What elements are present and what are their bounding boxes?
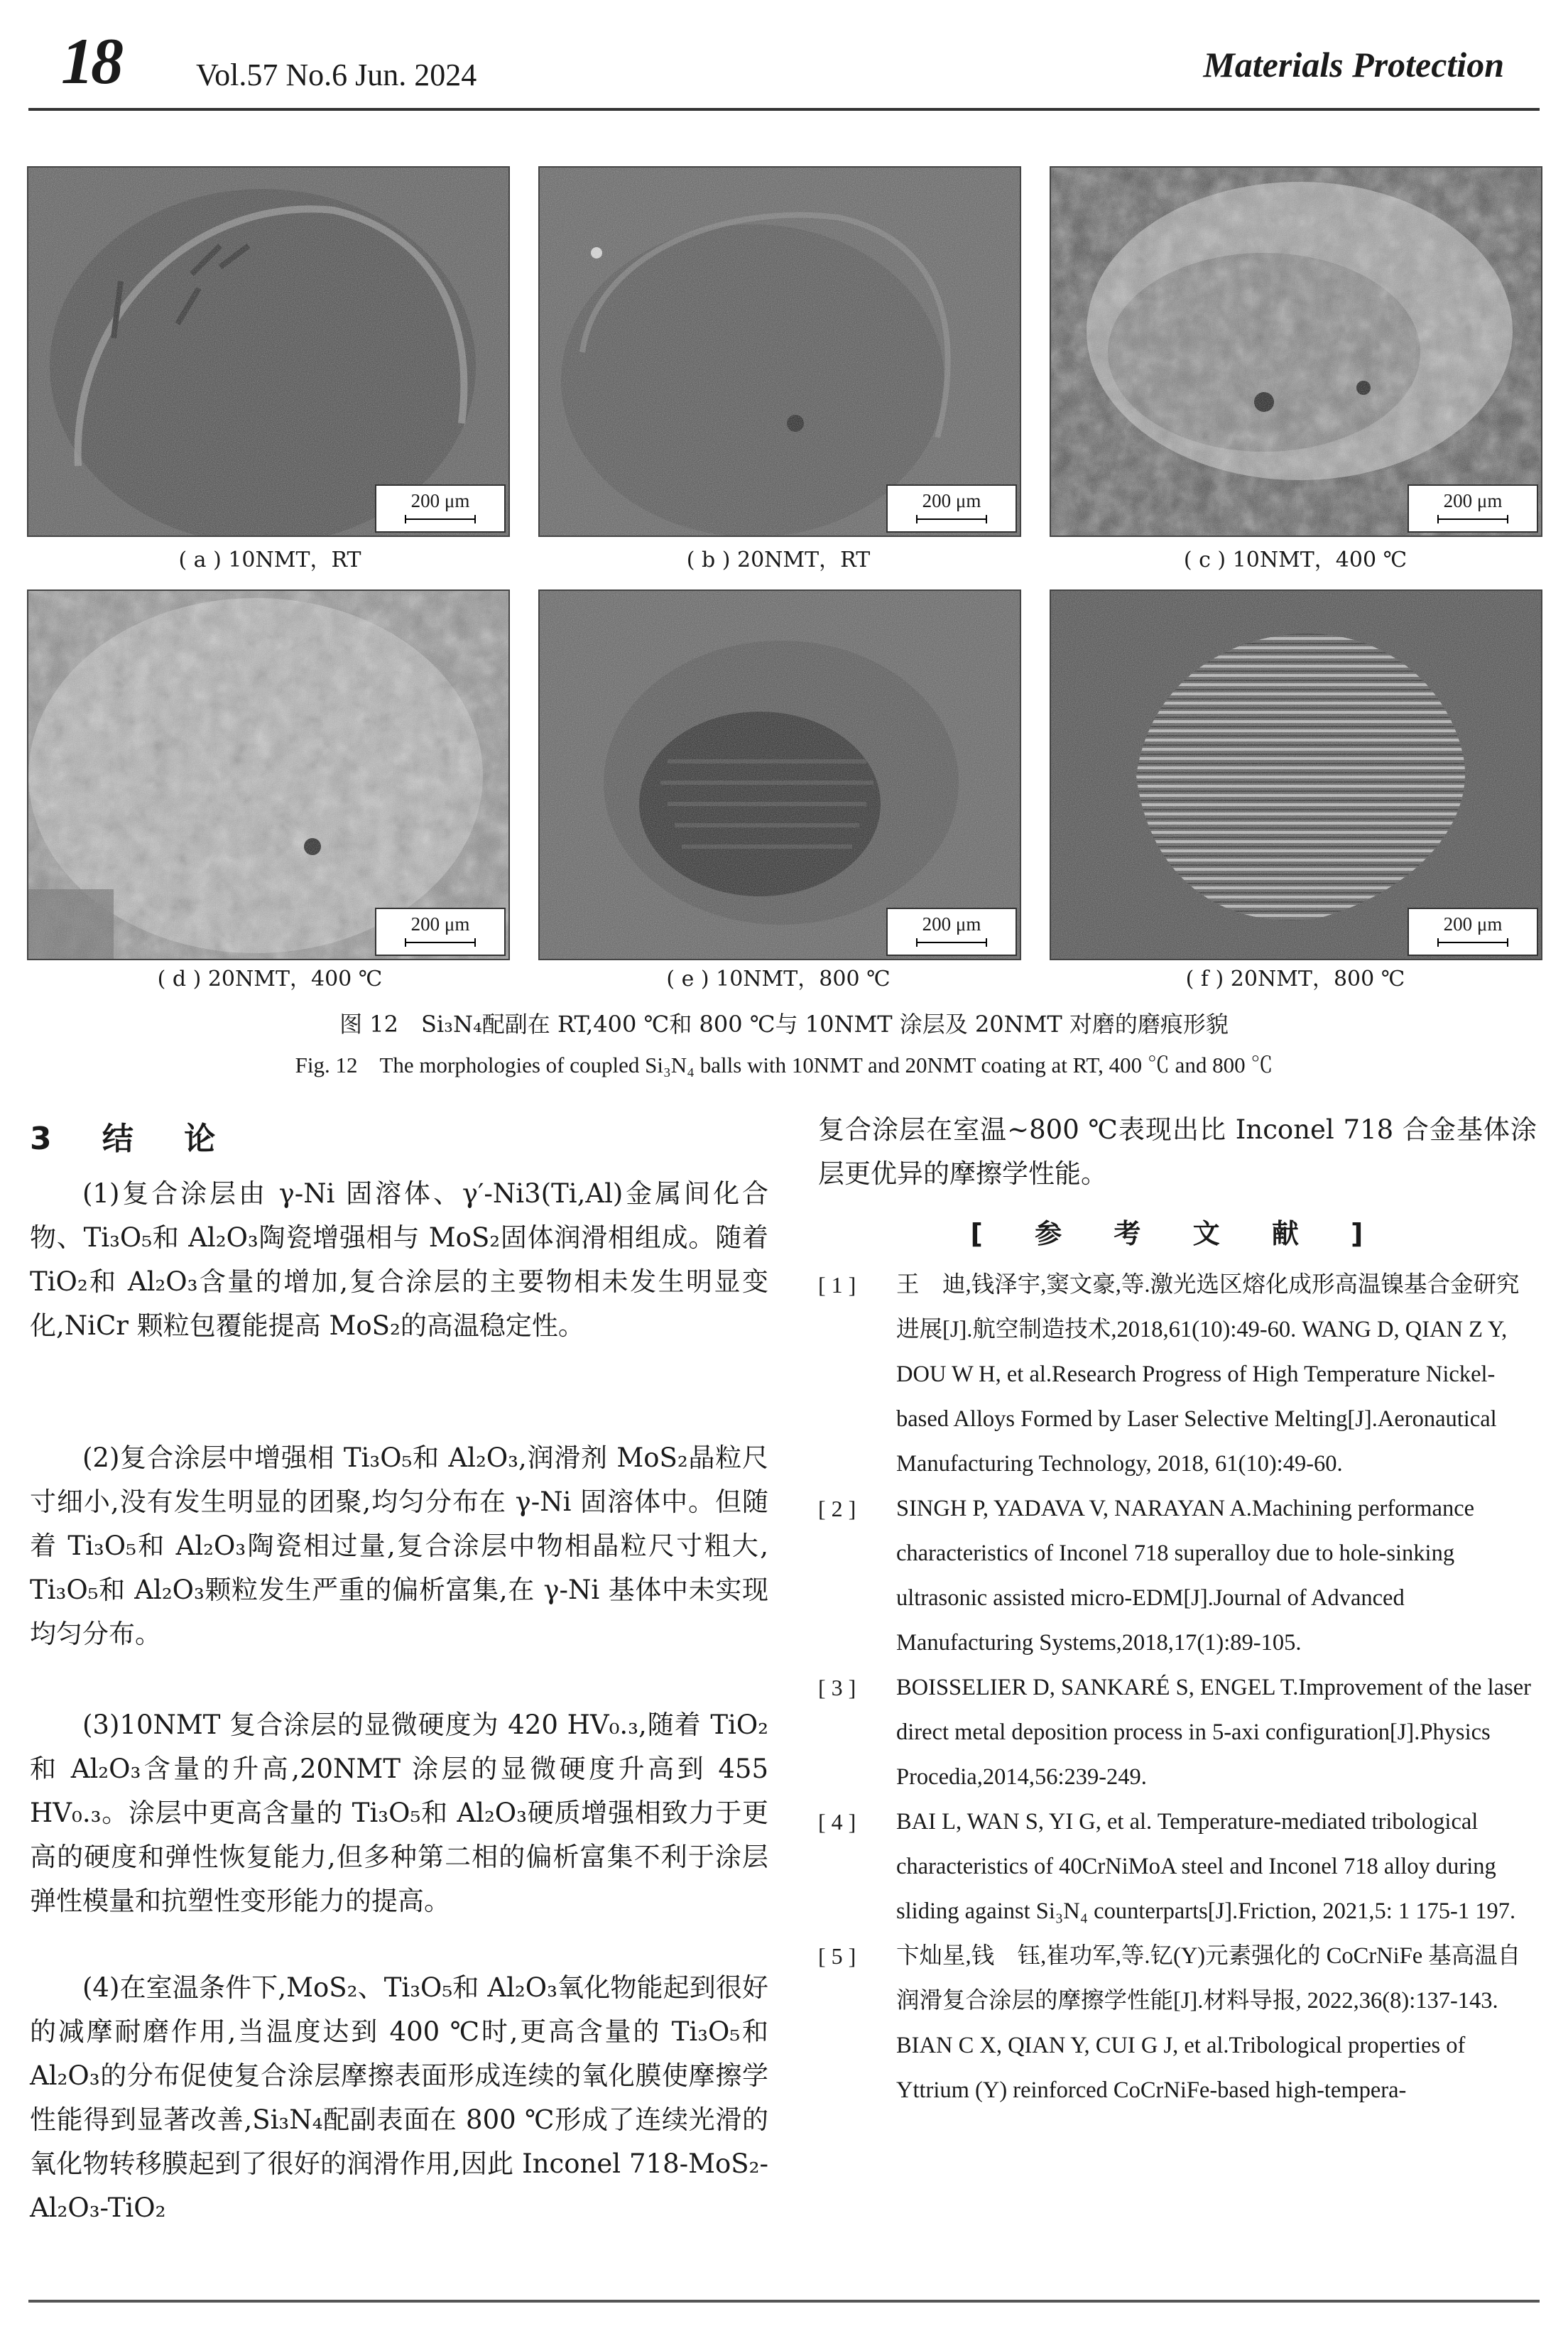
page-number: 18 <box>61 25 121 97</box>
conclusion-continuation: 复合涂层在室温~800 ℃表现出比 Inconel 718 合金基体涂层更优异的摩擦学性能。 <box>818 1114 1537 1189</box>
reference-item: [ 2 ] SINGH P, YADAVA V, NARAYAN A.Machining performance characteristics of Inconel 718 superalloy due to hole-sinking ultrasonic assisted micro-EDM[J].Journal of Advanced Manufacturing Systems,2018,17(1):89-105. <box>818 1496 1475 1656</box>
scale-bar-e: 200 μm <box>886 908 1017 956</box>
reference-item: [ 3 ] BOISSELIER D, SANKARÉ S, ENGEL T.Improvement of the laser direct metal deposition process in 5-axi configuration[J].Physics Procedia,2014,56:239-249. <box>818 1675 1531 1790</box>
header-rule <box>28 108 1540 111</box>
reference-item: [ 4 ] BAI L, WAN S, YI G, et al. Temperature-mediated tribological characteristics of 40CrNiMoA steel and Inconel 718 alloy during sliding against Si₃N₄ counterparts[J].Friction, 2021,5: 1 175-1 197. <box>818 1809 1516 1924</box>
conclusion-paragraph-2: (2)复合涂层中增强相 Ti₃O₅和 Al₂O₃,润滑剂 MoS₂晶粒尺寸细小,没有发生明显的团聚,均匀分布在 γ-Ni 固溶体中。但随着 Ti₃O₅和 Al₂O₃陶瓷相过量,复合涂层中物相晶粒尺寸粗大, Ti₃O₅和 Al₂O₃颗粒发生严重的偏析富集,在 γ-Ni 基体中未实现均匀分布。 <box>30 1442 768 1649</box>
sem-image-f <box>1051 591 1541 959</box>
figure-panel-d <box>27 589 510 960</box>
sem-image-d <box>28 591 508 959</box>
reference-item: [ 1 ] 王 迪,钱泽宇,窦文豪,等.激光选区熔化成形高温镍基合金研究进展[J].航空制造技术,2018,61(10):49-60. WANG D, QIAN Z Y, DOU W H, et al.Research Progress of High Temperature Nickel-based Alloys Formed by Laser Selective Melting[J].Aeronautical Manufacturing Technology, 2018, 61(10):49-60. <box>818 1272 1520 1477</box>
journal-name: Materials Protection <box>1203 45 1504 85</box>
figure-panel-a <box>27 166 510 537</box>
figure-panel-e <box>538 589 1021 960</box>
conclusion-paragraph-4: (4)在室温条件下,MoS₂、Ti₃O₅和 Al₂O₃氧化物能起到很好的减摩耐磨作用,当温度达到 400 ℃时,更高含量的 Ti₃O₅和 Al₂O₃的分布促使复合涂层摩擦表面形成连续的氧化膜使摩擦学性能得到显著改善,Si₃N₄配副表面在 800 ℃形成了连续光滑的氧化物转移膜起到了很好的润滑作用,因此 Inconel 718-MoS₂-Al₂O₃-TiO₂ <box>30 1972 768 2223</box>
figure-caption-en: Fig. 12 The morphologies of coupled Si₃N₄ balls with 10NMT and 20NMT coating at RT, 400 ℃ and 800 ℃ <box>295 1053 1273 1077</box>
conclusion-paragraph-3: (3)10NMT 复合涂层的显微硬度为 420 HV₀.₃,随着 TiO₂和 Al₂O₃含量的升高,20NMT 涂层的显微硬度升高到 455 HV₀.₃。涂层中更高含量的 Ti₃O₅和 Al₂O₃硬质增强相致力于更高的硬度和弹性恢复能力,但多种第二相的偏析富集不利于涂层弹性模量和抗塑性变形能力的提高。 <box>30 1710 768 1916</box>
reference-list <box>818 1263 1537 2113</box>
panel-b-caption: ( b ) 20NMT，RT <box>686 548 871 572</box>
figure-panel-c <box>1050 166 1542 537</box>
section-title: 3 结 论 <box>30 1121 236 1157</box>
references-title: [ 参 考 文 献 ] <box>970 1218 1385 1249</box>
panel-a-caption: ( a ) 10NMT，RT <box>178 548 361 572</box>
sem-image-c <box>1051 168 1541 536</box>
footer-rule <box>28 2300 1540 2303</box>
figure-panel-f <box>1050 589 1542 960</box>
figure-caption-cn: 图 12 Si₃N₄配副在 RT,400 ℃和 800 ℃与 10NMT 涂层及 20NMT 对磨的磨痕形貌 <box>339 1011 1229 1038</box>
panel-d-caption: ( d ) 20NMT，400 ℃ <box>157 967 383 991</box>
issue-info: Vol.57 No.6 Jun. 2024 <box>196 58 477 92</box>
sem-image-a <box>28 168 508 536</box>
scale-bar-f: 200 μm <box>1408 908 1538 956</box>
panel-c-caption: ( c ) 10NMT，400 ℃ <box>1183 548 1408 572</box>
scale-bar-a: 200 μm <box>375 484 506 533</box>
scale-bar-b: 200 μm <box>886 484 1017 533</box>
reference-item: [ 5 ] 卞灿星,钱 钰,崔功军,等.钇(Y)元素强化的 CoCrNiFe 基高温自润滑复合涂层的摩擦学性能[J].材料导报, 2022,36(8):137-143. BIAN C X, QIAN Y, CUI G J, et al.Tribological properties of Yttrium (Y) reinforced CoCrNiFe-based high-tempera- <box>818 1943 1521 2103</box>
scale-bar-c: 200 μm <box>1408 484 1538 533</box>
sem-image-e <box>540 591 1020 959</box>
scale-bar-d: 200 μm <box>375 908 506 956</box>
panel-f-caption: ( f ) 20NMT，800 ℃ <box>1185 967 1405 991</box>
sem-image-b <box>540 168 1020 536</box>
conclusion-paragraph-1: (1)复合涂层由 γ-Ni 固溶体、γ′-Ni3(Ti,Al)金属间化合物、Ti₃O₅和 Al₂O₃陶瓷增强相与 MoS₂固体润滑相组成。随着 TiO₂和 Al₂O₃含量的增加,复合涂层的主要物相未发生明显变化,NiCr 颗粒包覆能提高 MoS₂的高温稳定性。 <box>30 1178 768 1341</box>
panel-e-caption: ( e ) 10NMT，800 ℃ <box>666 967 891 991</box>
figure-panel-b <box>538 166 1021 537</box>
